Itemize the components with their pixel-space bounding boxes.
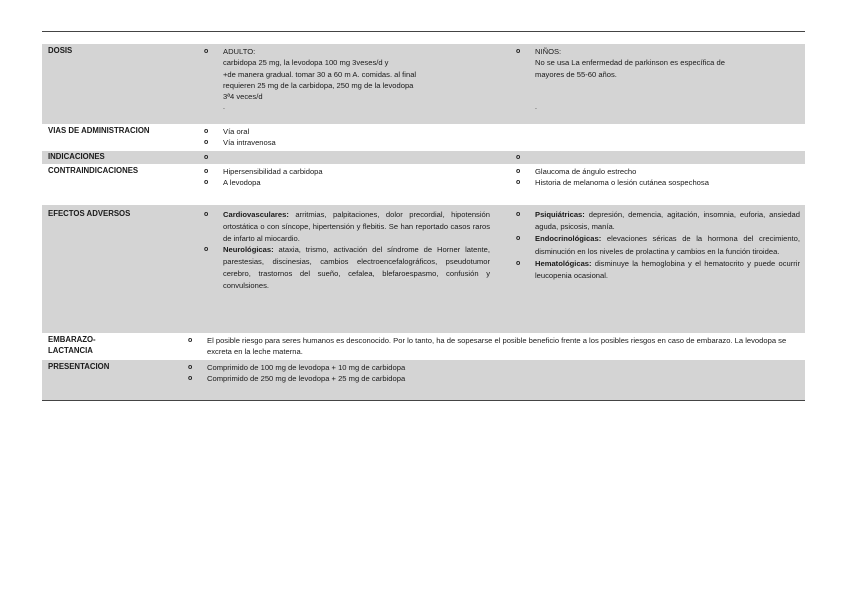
bullet: o xyxy=(204,128,209,135)
contraindicaciones-right xyxy=(516,166,800,189)
row-label: CONTRAINDICACIONES xyxy=(48,166,139,175)
bullet: o xyxy=(516,211,521,218)
bullet: o xyxy=(204,139,209,147)
dosis-adult-line: carbidopa 25 mg, la levodopa 100 mg 3veses/d y xyxy=(223,58,389,68)
bullet: o xyxy=(516,259,521,267)
list-item: Historia de melanoma o lesión cutánea sospechosa xyxy=(535,178,709,188)
row-embarazo xyxy=(42,333,805,360)
presentacion-list xyxy=(188,362,802,385)
effect-title: Cardiovasculares: xyxy=(223,210,289,219)
bullet: o xyxy=(188,375,193,383)
bullet: o xyxy=(516,154,521,161)
row-label: EMBARAZO-LACTANCIA xyxy=(48,335,96,355)
top-rule xyxy=(42,31,805,32)
dosis-adult-line: requieren 25 mg de la carbidopa, 250 mg de la levodopa xyxy=(223,80,414,90)
dosis-children-line: mayores de 55-60 años. xyxy=(535,69,617,79)
dosis-adult-line: . xyxy=(223,104,225,112)
drug-table xyxy=(42,44,805,401)
list-item: Vía oral xyxy=(223,127,250,136)
bullet: o xyxy=(188,337,193,344)
list-item: Comprimido de 250 mg de levodopa + 25 mg de carbidopa xyxy=(207,374,406,384)
row-dosis xyxy=(42,44,805,124)
list-item: A levodopa xyxy=(223,178,261,188)
bullet: o xyxy=(516,235,521,243)
list-item: Vía intravenosa xyxy=(223,138,276,148)
effect-title: Psiquiátricas: xyxy=(535,210,585,219)
bullet: o xyxy=(204,48,209,55)
row-label: PRESENTACION xyxy=(48,362,110,371)
bullet: o xyxy=(204,246,209,254)
list-item: Hipersensibilidad a carbidopa xyxy=(223,167,323,176)
effect-text: disminuye la hemoglobina y el hematocrito y puede ocurrir leucopenia ocasional. xyxy=(535,258,800,281)
row-presentacion xyxy=(42,360,805,400)
embarazo-text xyxy=(188,335,802,358)
contraindicaciones-left xyxy=(204,166,490,189)
row-efectos-adversos xyxy=(42,205,805,333)
row-indicaciones xyxy=(42,151,805,164)
dosis-adult xyxy=(204,46,490,114)
row-label: EFECTOS ADVERSOS xyxy=(48,209,131,218)
bullet: o xyxy=(204,211,209,218)
bullet: o xyxy=(204,154,209,161)
bullet: o xyxy=(516,168,521,175)
dosis-adult-line: +de manera gradual. tomar 30 a 60 m A. comidas. al final xyxy=(223,69,417,79)
paragraph: El posible riesgo para seres humanos es desconocido. Por lo tanto, ha de sopesarse el posible beneficio frente a los posibles riesgos en caso de embarazo. La levodopa se excreta en la leche materna. xyxy=(207,336,787,357)
effect-text: ataxia, trismo, activación del síndrome de Horner latente, parestesias, discinesias, cambios electroencefalográficos, pseudotumor cerebro, trastornos del sueño, cefalea, blefaroespasmo, confusión y convulsiones. xyxy=(223,245,490,290)
list-item: Glaucoma de ángulo estrecho xyxy=(535,167,637,176)
bullet: o xyxy=(516,48,521,55)
effect-title: Hematológicas: xyxy=(535,258,592,268)
effect-title: Neurológicas: xyxy=(223,245,274,255)
list-item: Comprimido de 100 mg de levodopa + 10 mg de carbidopa xyxy=(207,363,406,372)
row-vias xyxy=(42,124,805,151)
effect-title: Endocrinológicas: xyxy=(535,234,602,244)
efectos-left xyxy=(204,209,490,292)
bullet: o xyxy=(204,179,209,187)
bullet: o xyxy=(188,364,193,371)
row-label: DOSIS xyxy=(48,46,73,55)
vias-list xyxy=(204,126,490,149)
row-contraindicaciones xyxy=(42,164,805,205)
efectos-right xyxy=(516,209,800,282)
dosis-children-dot: . xyxy=(535,103,537,111)
bullet: o xyxy=(204,168,209,175)
dosis-adult-head: ADULTO: xyxy=(223,47,256,56)
dosis-children-line: No se usa La enfermedad de parkinson es específica de xyxy=(535,58,725,68)
effect-text: arritmias, palpitaciones, dolor precordial, hipotensión ortostática o con síncope, hipertensión y flebitis. Se han reportado casos raros de infarto al miocardio. xyxy=(223,210,490,243)
effect-text: depresión, demencia, agitación, insomnia, euforia, ansiedad aguda, psicosis, manía. xyxy=(535,210,800,232)
bullet: o xyxy=(516,179,521,187)
row-label: INDICACIONES xyxy=(48,152,105,161)
dosis-children xyxy=(516,46,800,113)
row-label: VIAS DE ADMINISTRACION xyxy=(48,126,150,135)
effect-text: elevaciones séricas de la hormona del crecimiento, disminución en los niveles de prolactina y cambios en la función tiroidea. xyxy=(535,234,800,256)
dosis-adult-line: 3ª4 veces/d xyxy=(223,92,263,102)
dosis-children-head: NIÑOS: xyxy=(535,47,562,56)
